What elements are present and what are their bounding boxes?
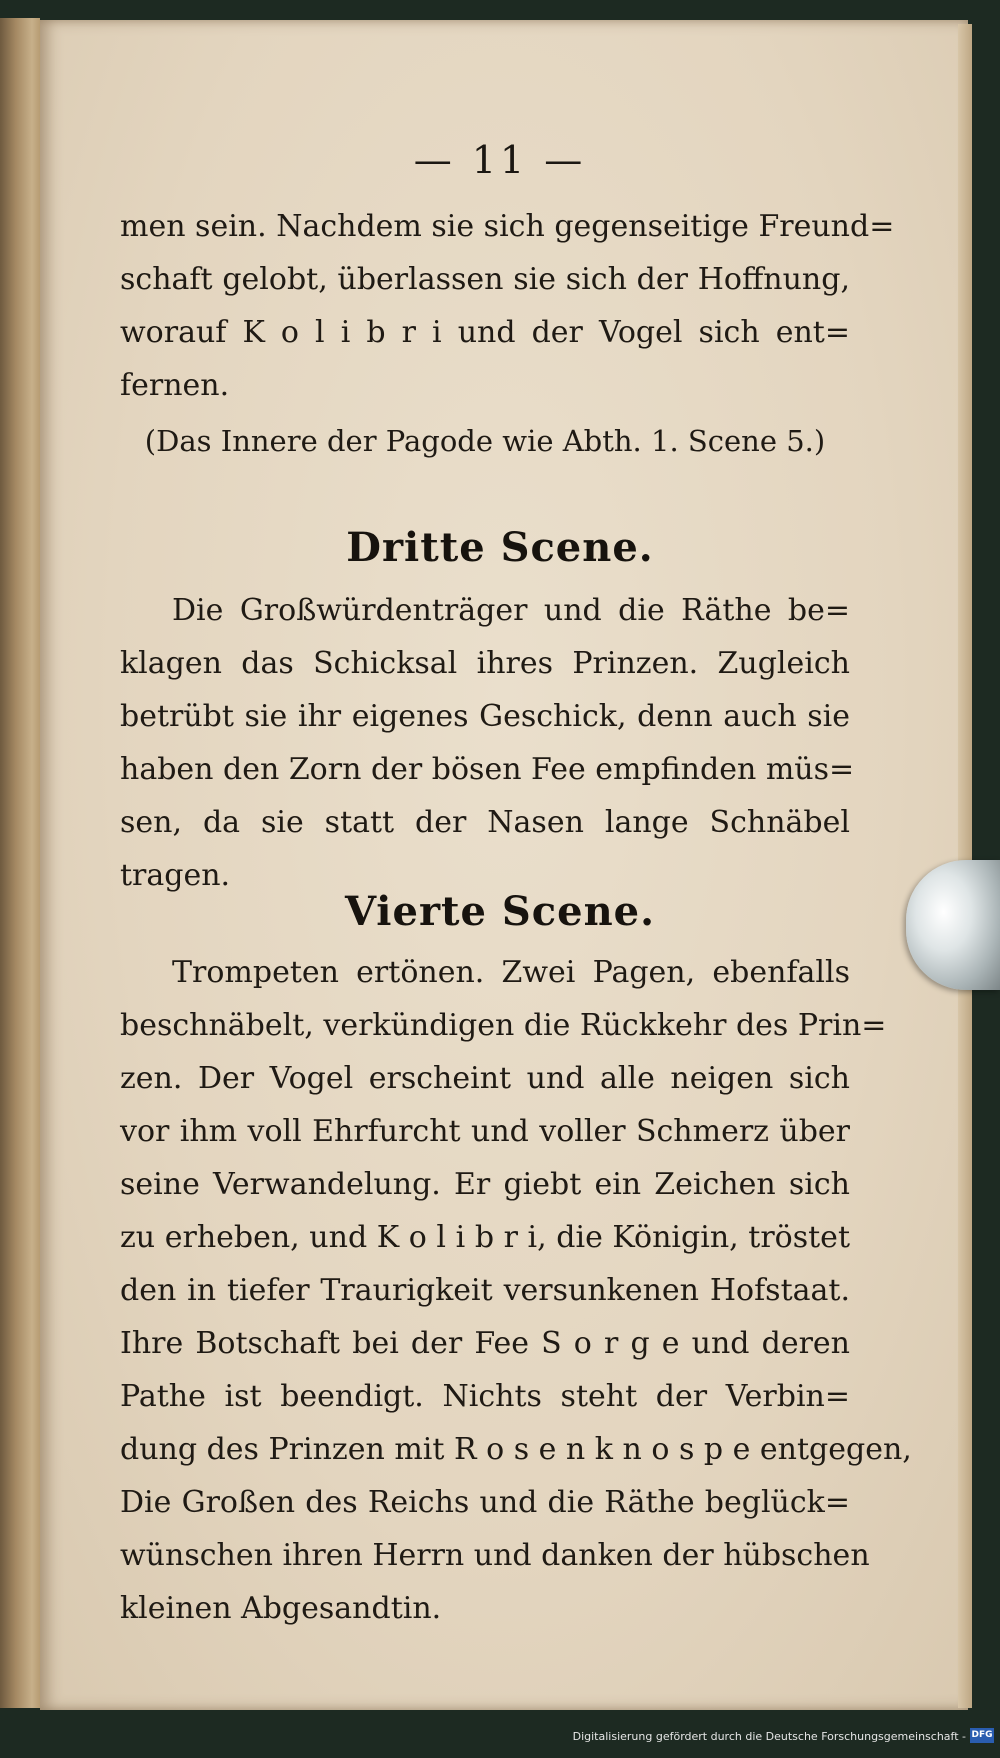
text-line: betrübt sie ihr eigenes Geschick, denn auch sie (120, 699, 850, 734)
text-line: wünschen ihren Herrn und danken der hübschen (120, 1538, 870, 1573)
text-line: zen. Der Vogel erscheint und alle neigen sich (120, 1061, 850, 1096)
footer-credit: Digitalisierung gefördert durch die Deutsche Forschungsgemeinschaft - (572, 1730, 966, 1743)
text-line: dung des Prinzen mit R o s e n k n o s p e entgegen, (120, 1432, 912, 1467)
text-line: schaft gelobt, überlassen sie sich der Hoffnung, (120, 262, 850, 297)
text-line: Pathe ist beendigt. Nichts steht der Verbin= (120, 1379, 850, 1414)
text-line: Trompeten ertönen. Zwei Pagen, ebenfalls (172, 955, 850, 990)
page-number: — 11 — (413, 138, 587, 182)
text-line: seine Verwandelung. Er giebt ein Zeichen sich (120, 1167, 850, 1202)
digitization-footer (0, 1716, 1000, 1758)
paragraph-2 (120, 584, 855, 902)
dfg-logo: DFG (970, 1728, 994, 1743)
text-line: tragen. (120, 858, 231, 893)
text-line: Ihre Botschaft bei der Fee S o r g e und deren (120, 1326, 850, 1361)
text-line: Die Großen des Reichs und die Räthe beglück= (120, 1485, 850, 1520)
text-line: kleinen Abgesandtin. (120, 1591, 442, 1626)
text-line: worauf K o l i b r i und der Vogel sich ent= (120, 315, 850, 350)
text-line: Die Großwürdenträger und die Räthe be= (172, 593, 850, 628)
text-line: haben den Zorn der bösen Fee empfinden müs= (120, 752, 855, 787)
text-line: den in tiefer Traurigkeit versunkenen Hofstaat. (120, 1273, 850, 1308)
text-line: vor ihm voll Ehrfurcht und voller Schmerz über (120, 1114, 850, 1149)
scene-heading-4: Vierte Scene. (344, 888, 656, 935)
text-line: sen, da sie statt der Nasen lange Schnäbel (120, 805, 850, 840)
book-spine-edge (0, 18, 40, 1708)
text-line: beschnäbelt, verkündigen die Rückkehr des Prin= (120, 1008, 887, 1043)
text-line: fernen. (120, 368, 230, 403)
text-line: zu erheben, und K o l i b r i, die Königin, tröstet (120, 1220, 850, 1255)
text-line: klagen das Schicksal ihres Prinzen. Zugleich (120, 646, 850, 681)
text-line: men sein. Nachdem sie sich gegenseitige Freund= (120, 209, 895, 244)
paragraph-3 (120, 946, 912, 1635)
scene-heading-3: Dritte Scene. (346, 524, 654, 571)
stage-direction: (Das Innere der Pagode wie Abth. 1. Scene 5.) (144, 424, 826, 458)
paragraph-1 (120, 200, 895, 412)
